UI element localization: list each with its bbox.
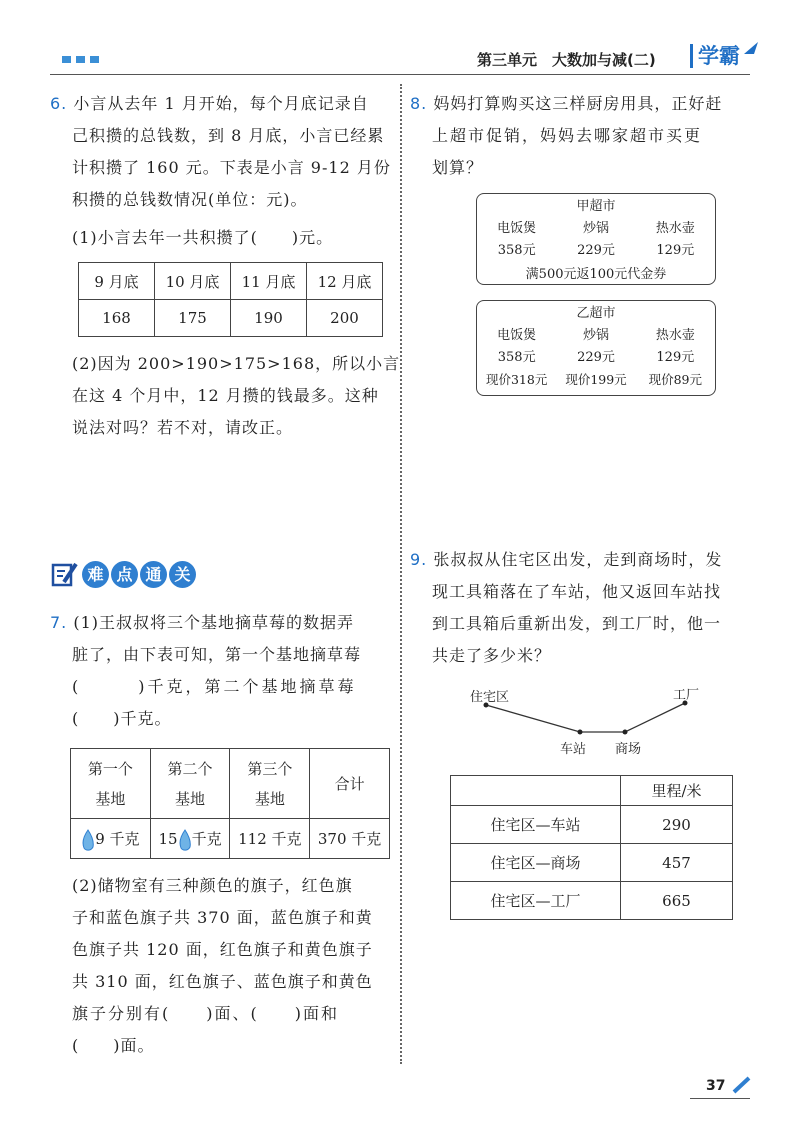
table-header-cell: 里程/米 (621, 776, 733, 806)
question-number: 8. (410, 94, 428, 113)
q7-part2-line-4: 共 310 面，红色旗子、蓝色旗子和黄色 (72, 972, 373, 991)
sale-price: 现价89元 (648, 372, 703, 387)
table-row (71, 819, 390, 859)
table-cell: 15 千克 (150, 819, 230, 859)
table-cell: 370 千克 (310, 819, 390, 859)
q7-line-3: ( )千克，第二个基地摘草莓 (72, 677, 357, 696)
q9-line-4: 共走了多少米？ (432, 646, 552, 665)
mall-point (623, 730, 628, 735)
table-header-cell: 第三个 基地 (230, 749, 310, 819)
table-row (451, 776, 733, 806)
item-price: 229元 (577, 243, 615, 258)
q8-line-1: 妈妈打算购买这三样厨房用具，正好赶 (433, 94, 723, 113)
savings-table (78, 262, 383, 337)
section-char: 点 (111, 561, 138, 588)
footer-rule (690, 1098, 750, 1099)
table-cell: 住宅区—工厂 (451, 882, 621, 920)
table-row (451, 806, 733, 844)
mall-label: 商场 (615, 742, 642, 757)
market-b-name: 乙超市 (576, 306, 616, 321)
table-cell: 665 (621, 882, 733, 920)
route-path (486, 703, 685, 732)
market-a-box (476, 193, 716, 285)
q8-line-3: 划算？ (432, 158, 484, 177)
q6-line-1: 小言从去年 1 月开始，每个月底记录自 (73, 94, 369, 113)
table-cell: 168 (79, 300, 155, 337)
table-row (79, 300, 383, 337)
question-6 (50, 88, 390, 254)
station-label: 车站 (560, 742, 587, 757)
q6-part1: (1)小言去年一共积攒了( )元。 (72, 228, 334, 247)
market-b-prices (477, 347, 715, 369)
q6-line-3: 计积攒了 160 元。下表是小言 9-12 月份 (72, 158, 391, 177)
table-cell: 112 千克 (230, 819, 310, 859)
table-header-cell: 9 月底 (79, 263, 155, 300)
header-rule (50, 74, 750, 75)
market-b-sale (477, 369, 715, 391)
q9-line-1: 张叔叔从住宅区出发，走到商场时，发 (433, 550, 723, 569)
item-label: 炒锅 (582, 328, 609, 343)
q7-part2-line-5: 旗子分别有( )面、( )面和 (72, 1004, 339, 1023)
market-b-box (476, 300, 716, 396)
item-label: 炒锅 (582, 221, 609, 236)
item-price: 129元 (656, 350, 695, 365)
market-b-items (477, 325, 715, 347)
station-point (578, 730, 583, 735)
q6-part2-line-2: 在这 4 个月中，12 月攒的钱最多。这种 (72, 386, 379, 405)
ink-stain-icon (81, 829, 95, 851)
q6-part2-line-3: 说法对吗？若不对，请改正。 (72, 418, 294, 437)
sale-price: 现价199元 (565, 372, 627, 387)
sale-price: 现价318元 (485, 372, 548, 387)
q7-part2-line-3: 色旗子共 120 面，红色旗子和黄色旗子 (72, 940, 373, 959)
q7-line-4: ( )千克。 (72, 709, 172, 728)
question-number: 9. (410, 550, 428, 569)
table-header-cell: 第一个 基地 (71, 749, 151, 819)
table-row (79, 263, 383, 300)
table-cell: 175 (155, 300, 231, 337)
table-row (71, 749, 390, 819)
table-cell: 457 (621, 844, 733, 882)
market-a-promo: 满500元返100元代金券 (525, 267, 667, 282)
q9-line-3: 到工具箱后重新出发，到工厂时，他一 (432, 614, 722, 633)
question-7 (50, 607, 390, 735)
q6-part2 (72, 348, 401, 444)
section-char: 难 (82, 561, 109, 588)
q7-part2-line-2: 子和蓝色旗子共 370 面，蓝色旗子和黄 (72, 908, 373, 927)
factory-label: 工厂 (673, 688, 700, 703)
strawberry-table (70, 748, 390, 859)
q6-part2-line-1: (2)因为 200>190>175>168，所以小言 (72, 354, 401, 373)
item-price: 358元 (497, 243, 536, 258)
ink-stain-icon (178, 829, 192, 851)
q7-part2 (72, 870, 392, 1062)
home-label: 住宅区 (470, 690, 510, 705)
item-price: 129元 (656, 243, 695, 258)
market-a-prices (477, 240, 715, 262)
table-cell: 190 (231, 300, 307, 337)
q7-part2-line-1: (2)储物室有三种颜色的旗子，红色旗 (72, 876, 353, 895)
section-badge (82, 561, 196, 588)
table-corner-cell (451, 776, 621, 806)
brand-logo: 学霸 (690, 44, 740, 68)
q7-line-2: 脏了，由下表可知，第一个基地摘草莓 (72, 645, 362, 664)
table-cell: 9 千克 (71, 819, 151, 859)
q6-line-4: 积攒的总钱数情况(单位：元)。 (72, 190, 308, 209)
pencil-icon (732, 1076, 752, 1094)
header-decoration (62, 56, 99, 63)
table-header-cell: 第二个 基地 (150, 749, 230, 819)
item-label: 热水壶 (655, 328, 695, 343)
question-8 (410, 88, 760, 184)
table-cell: 住宅区—商场 (451, 844, 621, 882)
q7-part2-line-6: ( )面。 (72, 1036, 155, 1055)
item-price: 229元 (577, 350, 615, 365)
table-header-cell: 12 月底 (307, 263, 383, 300)
table-header-cell: 11 月底 (231, 263, 307, 300)
market-a-name: 甲超市 (576, 199, 616, 214)
question-number: 6. (50, 94, 68, 113)
item-price: 358元 (497, 350, 536, 365)
question-9 (410, 544, 760, 672)
q9-line-2: 现工具箱落在了车站，他又返回车站找 (432, 582, 722, 601)
market-a-items (477, 218, 715, 240)
table-header-cell: 10 月底 (155, 263, 231, 300)
brand-flag-icon (744, 42, 758, 56)
section-char: 关 (169, 561, 196, 588)
q7-line-1: (1)王叔叔将三个基地摘草莓的数据弄 (73, 613, 355, 632)
question-number: 7. (50, 613, 68, 632)
table-header-cell: 合计 (310, 749, 390, 819)
distance-table (450, 775, 733, 920)
table-cell: 200 (307, 300, 383, 337)
item-label: 热水壶 (655, 221, 695, 236)
item-label: 电饭煲 (497, 221, 537, 236)
section-char: 通 (140, 561, 167, 588)
unit-title: 第三单元 大数加与减(二) (477, 51, 656, 69)
item-label: 电饭煲 (497, 328, 537, 343)
table-row (451, 844, 733, 882)
column-divider (400, 84, 402, 1064)
q8-line-2: 上超市促销，妈妈去哪家超市买更 (432, 126, 703, 145)
page-number: 37 (706, 1078, 726, 1094)
table-cell: 290 (621, 806, 733, 844)
q6-line-2: 己积攒的总钱数，到 8 月底，小言已经累 (72, 126, 385, 145)
table-cell: 住宅区—车站 (451, 806, 621, 844)
pencil-note-icon (50, 560, 78, 588)
table-row (451, 882, 733, 920)
